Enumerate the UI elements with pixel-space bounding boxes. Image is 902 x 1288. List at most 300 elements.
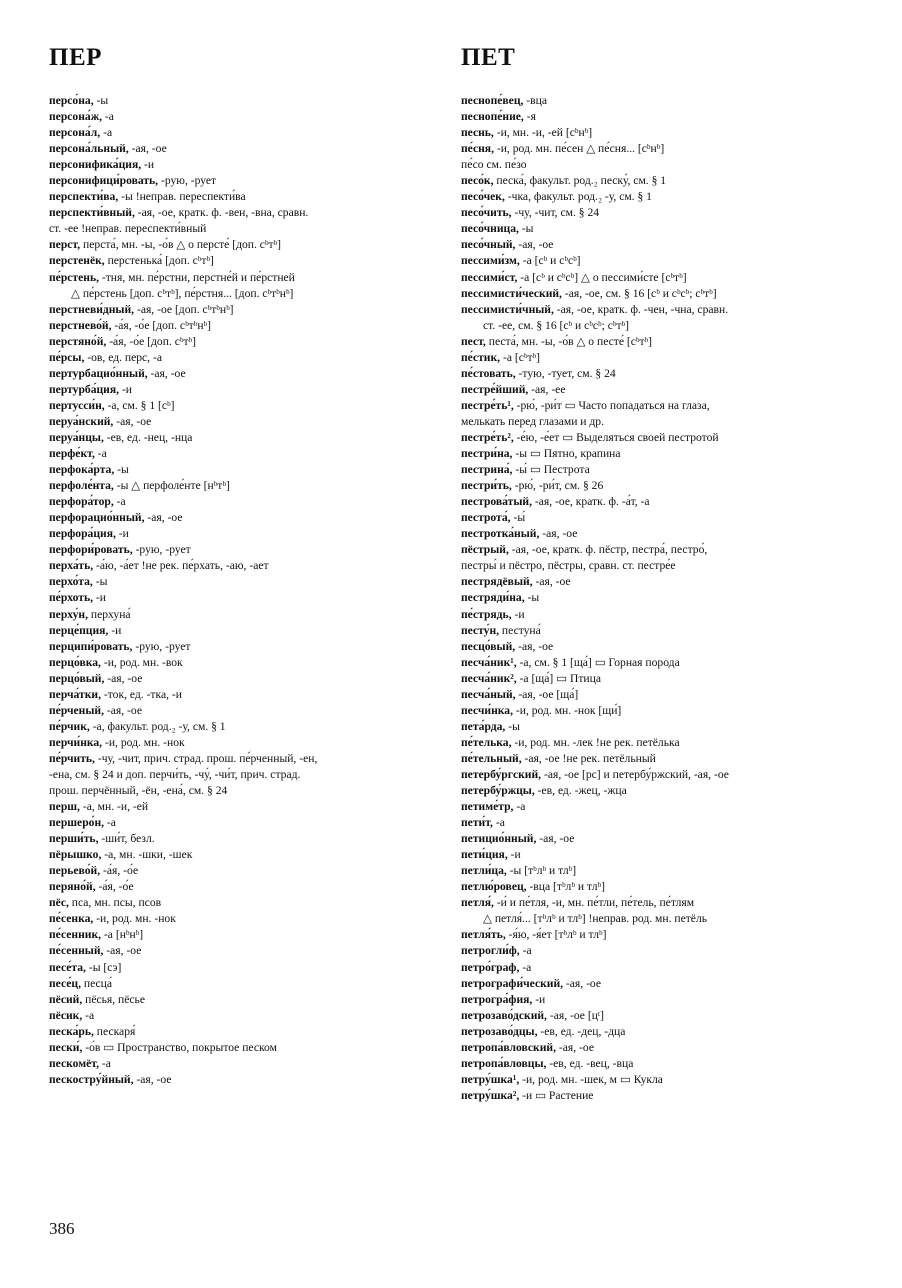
entry-body: -а bbox=[82, 1008, 95, 1022]
dictionary-entry bbox=[49, 237, 444, 253]
entry-body: -ая, -ое bbox=[103, 703, 142, 717]
entry-body: -ы bbox=[93, 94, 109, 107]
dictionary-entry bbox=[461, 655, 856, 671]
dictionary-entry bbox=[49, 655, 444, 671]
headword: пестрова́тый, bbox=[461, 495, 532, 509]
headword: перстенёк, bbox=[49, 254, 105, 268]
entry-body: -ая, -ое bbox=[104, 671, 143, 685]
entry-body: -а́я, -о́е bbox=[100, 864, 139, 878]
entry-body: -чу, -чит, см. § 24 bbox=[511, 206, 600, 220]
entry-body: -ая, -ое bbox=[536, 832, 575, 846]
dictionary-entry bbox=[49, 125, 444, 141]
headword: пе́рсы, bbox=[49, 350, 85, 364]
headword: пессими́зм, bbox=[461, 254, 520, 268]
dictionary-entry bbox=[461, 414, 856, 430]
entry-body: -а́я, -о́е [доп. сᵇтᵇ] bbox=[106, 334, 196, 348]
dictionary-entry bbox=[49, 574, 444, 590]
dictionary-entry bbox=[49, 847, 444, 863]
headword: перспекти́вный, bbox=[49, 206, 135, 220]
dictionary-entry bbox=[49, 783, 444, 799]
headword: перстнево́й, bbox=[49, 318, 112, 332]
dictionary-entry bbox=[461, 815, 856, 831]
dictionary-entry bbox=[461, 976, 856, 992]
headword: пестрядёвый, bbox=[461, 575, 533, 589]
entry-body: -ая, -ое [ща́] bbox=[515, 687, 579, 701]
headword: персонифика́ция, bbox=[49, 158, 142, 172]
dictionary-entry bbox=[461, 141, 856, 157]
headword: пе́телька, bbox=[461, 735, 512, 749]
dictionary-entry bbox=[461, 703, 856, 719]
entry-body: ст. -ее, см. § 16 [сᵇ и сᵇсᵇ; сᵇтᵇ] bbox=[483, 318, 629, 332]
dictionary-entry bbox=[49, 205, 444, 221]
entry-body: -ев, ед. -жец, -жца bbox=[534, 784, 627, 798]
entry-body: -и, род. мн. -нок [щи́] bbox=[512, 703, 622, 717]
headword: пе́сенка, bbox=[49, 912, 94, 926]
entry-body: -рую, -рует bbox=[132, 543, 191, 557]
dictionary-entry bbox=[461, 623, 856, 639]
headword: петрогли́ф, bbox=[461, 944, 520, 958]
headword: пестрина́, bbox=[461, 463, 513, 477]
dictionary-entry bbox=[49, 767, 444, 783]
dictionary-entry bbox=[461, 992, 856, 1008]
dictionary-entry bbox=[49, 157, 444, 173]
entry-body: -и́ и пе́тля, -и, мн. пе́тли, пе́тель, пе́тлям bbox=[493, 896, 695, 910]
dictionary-entry bbox=[461, 366, 856, 382]
entry-body: -чка, факульт. род.₂ -у, см. § 1 bbox=[504, 190, 652, 204]
headword: пе́рчить, bbox=[49, 751, 95, 765]
dictionary-entry bbox=[461, 879, 856, 895]
headword: пета́рда, bbox=[461, 719, 506, 733]
headword: пестре́ть², bbox=[461, 430, 514, 444]
dictionary-entry bbox=[49, 494, 444, 510]
dictionary-entry bbox=[49, 542, 444, 558]
entry-body: перхуна́ bbox=[88, 607, 131, 621]
headword: персо́на, bbox=[49, 94, 94, 107]
entry-body: пескаря́ bbox=[93, 1024, 136, 1038]
entry-body: пе́со см. пе́зо bbox=[461, 158, 527, 172]
entry-body: -ы [тᵇлᵇ и тлᵇ] bbox=[506, 864, 577, 878]
entry-body: -тня, мн. пе́рстни, перстне́й и пе́рстней bbox=[98, 270, 295, 284]
entry-body: песца́ bbox=[80, 976, 113, 990]
dictionary-entry bbox=[461, 109, 856, 125]
headword: пе́сенный, bbox=[49, 944, 104, 958]
dictionary-entry bbox=[49, 302, 444, 318]
dictionary-entry bbox=[461, 1040, 856, 1056]
headword: перши́ть, bbox=[49, 832, 99, 846]
headword: песо́чек, bbox=[461, 190, 505, 204]
dictionary-entry bbox=[49, 462, 444, 478]
entry-body: -а bbox=[492, 816, 505, 830]
dictionary-entry bbox=[461, 895, 856, 911]
headword: перцо́вка, bbox=[49, 655, 101, 669]
dictionary-entry bbox=[49, 382, 444, 398]
headword: песту́н, bbox=[461, 623, 500, 637]
dictionary-entry bbox=[461, 93, 856, 109]
dictionary-entry bbox=[49, 1072, 444, 1088]
headword: пе́сенник, bbox=[49, 928, 102, 942]
headword: перфори́ровать, bbox=[49, 543, 133, 557]
headword: перстневи́дный, bbox=[49, 302, 135, 316]
entry-body: -а [ща́] ▭ Птица bbox=[516, 671, 601, 685]
entry-body: -ая, -ое bbox=[563, 976, 602, 990]
headword: петербу́ржцы, bbox=[461, 784, 535, 798]
headword: петру́шка¹, bbox=[461, 1072, 520, 1086]
dictionary-entry bbox=[461, 398, 856, 414]
dictionary-entry bbox=[461, 253, 856, 269]
dictionary-entry bbox=[49, 895, 444, 911]
dictionary-entry bbox=[49, 735, 444, 751]
entry-body: -и bbox=[507, 848, 521, 862]
headword: петля́, bbox=[461, 896, 494, 910]
dictionary-entry bbox=[49, 558, 444, 574]
entry-body: -ши́т, безл. bbox=[98, 832, 155, 846]
dictionary-entry bbox=[49, 270, 444, 286]
dictionary-entry bbox=[49, 943, 444, 959]
dictionary-entry bbox=[461, 510, 856, 526]
entry-body: песта́, мн. -ы, -о́в △ о песте́ [сᵇтᵇ] bbox=[485, 334, 653, 348]
headword: пёсий, bbox=[49, 992, 83, 1006]
dictionary-entry bbox=[461, 494, 856, 510]
entry-body: -ая, -ое bbox=[133, 1072, 172, 1086]
dictionary-entry bbox=[49, 960, 444, 976]
dictionary-entry bbox=[461, 607, 856, 623]
headword: перхо́та, bbox=[49, 575, 93, 589]
entry-body: -и bbox=[141, 158, 155, 172]
headword: перха́ть, bbox=[49, 559, 94, 573]
headword: пестри́ть, bbox=[461, 479, 512, 493]
entry-body: -ев, ед. -вец, -вца bbox=[546, 1056, 634, 1070]
entry-body: -и bbox=[108, 623, 122, 637]
headword: пест, bbox=[461, 334, 486, 348]
dictionary-entry bbox=[461, 671, 856, 687]
headword: пети́т, bbox=[461, 816, 493, 830]
entry-body: -ая, -ое [доп. сᵇтᵇнᵇ] bbox=[134, 302, 234, 316]
headword: першеро́н, bbox=[49, 816, 105, 830]
dictionary-entry bbox=[49, 590, 444, 606]
headword: перфора́ция, bbox=[49, 527, 116, 541]
entry-body: -ая, -ое bbox=[103, 944, 142, 958]
dictionary-entry bbox=[49, 927, 444, 943]
headword: пёс, bbox=[49, 896, 69, 910]
entry-body: -ы ▭ Пятно, крапина bbox=[512, 447, 621, 461]
dictionary-entry bbox=[461, 1024, 856, 1040]
dictionary-entry bbox=[49, 831, 444, 847]
headword: персона́л, bbox=[49, 126, 101, 140]
headword: петербу́ргский, bbox=[461, 767, 542, 781]
entry-body: -ая, -ое, кратк. ф. -чен, -чна, сравн. bbox=[553, 302, 729, 316]
headword: песнь, bbox=[461, 126, 494, 140]
dictionary-entry bbox=[461, 687, 856, 703]
entry-body: -рую, -рует bbox=[132, 639, 191, 653]
dictionary-entry bbox=[49, 334, 444, 350]
entry-body: -и, род. мн. -шек, м ▭ Кукла bbox=[519, 1072, 663, 1086]
dictionary-entry bbox=[461, 1088, 856, 1104]
dictionary-entry bbox=[461, 847, 856, 863]
entry-body: -и, род. мн. -нок bbox=[102, 735, 185, 749]
entry-body: -а bbox=[100, 126, 113, 140]
dictionary-entry bbox=[49, 510, 444, 526]
dictionary-entry bbox=[461, 574, 856, 590]
entry-body: -ы bbox=[524, 591, 540, 605]
headword: пе́рхоть, bbox=[49, 591, 93, 605]
headword: пестряди́на, bbox=[461, 591, 525, 605]
dictionary-entry bbox=[461, 542, 856, 558]
headword: петрогра́фия, bbox=[461, 992, 533, 1006]
dictionary-entry bbox=[461, 735, 856, 751]
headword: петрографи́ческий, bbox=[461, 976, 564, 990]
dictionary-entry bbox=[49, 879, 444, 895]
entry-body: -а bbox=[113, 495, 126, 509]
headword: пертурба́ция, bbox=[49, 382, 120, 396]
entry-body: -ена, см. § 24 и доп. перчи́ть, -чу́, -чи́т, прич. страд. bbox=[49, 767, 301, 781]
headword: пе́рченый, bbox=[49, 703, 104, 717]
entry-body: пса, мн. псы, псов bbox=[68, 896, 162, 910]
headword: пёрышко, bbox=[49, 848, 102, 862]
entry-body: -ая, -ое bbox=[556, 1040, 594, 1054]
entry-body: -ы bbox=[518, 222, 534, 236]
entry-body: -ая, -ое [рс] и петербу́ржский, -ая, -ое bbox=[541, 767, 729, 781]
headword: пети́ция, bbox=[461, 848, 508, 862]
headword: пестри́на, bbox=[461, 447, 513, 461]
headword: перчи́нка, bbox=[49, 735, 103, 749]
entry-body: -ая, -ое [цᵗ] bbox=[546, 1008, 604, 1022]
headword: пескомёт, bbox=[49, 1056, 99, 1070]
dictionary-entry bbox=[49, 141, 444, 157]
entry-body: пестры́ и пёстро, пёстры, сравн. ст. пестре́е bbox=[461, 559, 676, 573]
headword: перш, bbox=[49, 800, 80, 814]
dictionary-entry bbox=[49, 911, 444, 927]
headword: петру́шка², bbox=[461, 1088, 520, 1102]
dictionary-entry bbox=[461, 526, 856, 542]
dictionary-entry bbox=[461, 221, 856, 237]
headword: песе́та, bbox=[49, 960, 86, 974]
entry-body: -ая, -ое bbox=[539, 527, 578, 541]
entry-body: -ев, ед. -нец, -нца bbox=[103, 430, 193, 444]
dictionary-entry bbox=[461, 719, 856, 735]
headword: песчи́нка, bbox=[461, 703, 513, 717]
headword: песча́ник¹, bbox=[461, 655, 517, 669]
dictionary-entry bbox=[49, 398, 444, 414]
entry-body: -ая, -ое, кратк. ф. -а́т, -а bbox=[532, 495, 650, 509]
entry-body: -ая, -ое, см. § 16 [сᵇ и сᵇсᵇ; сᵇтᵇ] bbox=[561, 286, 717, 300]
running-header-right: ПЕТ bbox=[461, 44, 516, 71]
entry-body: -рю́, -ри́т, см. § 26 bbox=[511, 479, 604, 493]
headword: перяно́й, bbox=[49, 880, 96, 894]
entry-body: -чу, -чит, прич. страд. прош. пе́рченный, -ен, bbox=[94, 751, 318, 765]
dictionary-entry bbox=[49, 189, 444, 205]
dictionary-entry bbox=[461, 286, 856, 302]
headword: перуа́нцы, bbox=[49, 430, 104, 444]
dictionary-entry bbox=[461, 639, 856, 655]
headword: пе́рстень, bbox=[49, 270, 99, 284]
entry-body: -и, мн. -и, -ей [сᵇнᵇ] bbox=[493, 126, 593, 140]
dictionary-entry bbox=[49, 1040, 444, 1056]
entry-body: -ток, ед. -тка, -и bbox=[100, 687, 182, 701]
entry-body: -а [нᵇнᵇ] bbox=[101, 928, 144, 942]
entry-body: -а, факульт. род.₂ -у, см. § 1 bbox=[89, 719, 226, 733]
headword: пертурбацио́нный, bbox=[49, 366, 148, 380]
dictionary-entry bbox=[49, 815, 444, 831]
dictionary-entry bbox=[49, 976, 444, 992]
headword: песцо́вый, bbox=[461, 639, 516, 653]
dictionary-entry bbox=[461, 478, 856, 494]
headword: петлю́ровец, bbox=[461, 880, 527, 894]
headword: пёстрый, bbox=[461, 543, 509, 557]
dictionary-entry bbox=[461, 927, 856, 943]
dictionary-entry bbox=[461, 863, 856, 879]
entry-body: -а [сᵇтᵇ] bbox=[500, 350, 540, 364]
headword: пессими́ст, bbox=[461, 270, 518, 284]
dictionary-entry bbox=[49, 286, 444, 302]
dictionary-entry bbox=[49, 253, 444, 269]
dictionary-entry bbox=[49, 1024, 444, 1040]
entry-body: -я́ю, -я́ет [тᵇлᵇ и тлᵇ] bbox=[505, 928, 607, 942]
dictionary-entry bbox=[461, 446, 856, 462]
entry-body: мелькать перед глазами и др. bbox=[461, 414, 605, 428]
entry-body: -и, род. мн. пе́сен △ пе́сня... [сᵇнᵇ] bbox=[493, 142, 665, 156]
dictionary-entry bbox=[49, 221, 444, 237]
headword: песча́ник², bbox=[461, 671, 517, 685]
entry-body: -а [сᵇ и сᵇсᵇ] △ о пессими́сте [сᵇтᵇ] bbox=[517, 270, 687, 284]
entry-body: -и bbox=[511, 607, 525, 621]
entry-body: -а, мн. -шки, -шек bbox=[101, 848, 193, 862]
headword: петропа́вловский, bbox=[461, 1040, 556, 1054]
dictionary-entry bbox=[49, 414, 444, 430]
dictionary-entry bbox=[49, 1056, 444, 1072]
entry-body: перста́, мн. -ы, -о́в △ о персте́ [доп. сᵇтᵇ] bbox=[80, 238, 282, 252]
dictionary-entry bbox=[461, 334, 856, 350]
entry-body: песка́, факульт. род.₂ песку́, см. § 1 bbox=[493, 174, 667, 188]
entry-body: перстенька́ [доп. сᵇтᵇ] bbox=[104, 254, 214, 268]
dictionary-entry bbox=[49, 478, 444, 494]
dictionary-entry bbox=[461, 350, 856, 366]
entry-body: -вца [тᵇлᵇ и тлᵇ] bbox=[526, 880, 605, 894]
dictionary-entry bbox=[49, 687, 444, 703]
entry-body: -е́ю, -е́ет ▭ Выделяться своей пестротой bbox=[513, 430, 719, 444]
dictionary-entry bbox=[461, 382, 856, 398]
entry-body: -рю́, -ри́т ▭ Часто попадаться на глаза, bbox=[513, 398, 710, 412]
entry-body: -и bbox=[119, 382, 133, 396]
headword: перцо́вый, bbox=[49, 671, 105, 685]
headword: петропа́вловцы, bbox=[461, 1056, 547, 1070]
headword: пески́, bbox=[49, 1040, 83, 1054]
dictionary-entry bbox=[49, 992, 444, 1008]
headword: пе́рчик, bbox=[49, 719, 90, 733]
headword: перфока́рта, bbox=[49, 463, 115, 477]
headword: пе́стик, bbox=[461, 350, 501, 364]
entry-body: -и ▭ Растение bbox=[519, 1088, 594, 1102]
entry-body: -ая, -ее bbox=[528, 382, 566, 396]
dictionary-entry bbox=[49, 1008, 444, 1024]
dictionary-entry bbox=[461, 462, 856, 478]
entry-body: △ петля́... [тᵇлᵇ и тлᵇ] !неправ. род. мн. петёль bbox=[483, 912, 708, 926]
dictionary-entry bbox=[49, 526, 444, 542]
left-column bbox=[49, 93, 444, 1088]
dictionary-entry bbox=[461, 751, 856, 767]
headword: перху́н, bbox=[49, 607, 89, 621]
headword: персона́льный, bbox=[49, 142, 129, 156]
headword: персонифици́ровать, bbox=[49, 174, 159, 188]
entry-body: -я bbox=[523, 110, 536, 124]
headword: песнопе́ние, bbox=[461, 110, 524, 124]
dictionary-entry bbox=[49, 446, 444, 462]
headword: пёсик, bbox=[49, 1008, 83, 1022]
dictionary-entry bbox=[461, 767, 856, 783]
headword: петля́ть, bbox=[461, 928, 506, 942]
dictionary-entry bbox=[461, 430, 856, 446]
dictionary-entry bbox=[461, 1056, 856, 1072]
entry-body: -а bbox=[104, 816, 116, 830]
entry-body: -ая, -ое bbox=[515, 238, 554, 252]
headword: пестре́ть¹, bbox=[461, 398, 514, 412]
headword: петрозаво́дцы, bbox=[461, 1024, 538, 1038]
entry-body: -а, см. § 1 [ща́] ▭ Горная порода bbox=[516, 655, 680, 669]
dictionary-entry bbox=[461, 1072, 856, 1088]
page-number: 386 bbox=[49, 1219, 75, 1238]
dictionary-entry bbox=[461, 270, 856, 286]
dictionary-entry bbox=[461, 831, 856, 847]
entry-body: -а bbox=[519, 944, 532, 958]
entry-body: -и bbox=[93, 591, 106, 605]
dictionary-entry bbox=[49, 366, 444, 382]
entry-body: -а bbox=[98, 1056, 111, 1070]
headword: песо́чный, bbox=[461, 238, 516, 252]
headword: пе́стрядь, bbox=[461, 607, 512, 621]
headword: перфорацио́нный, bbox=[49, 511, 145, 525]
entry-body: -ы bbox=[505, 719, 520, 733]
headword: пе́стовать, bbox=[461, 366, 516, 380]
entry-body: -а́ю, -а́ет !не рек. пе́рхать, -аю, -ает bbox=[93, 559, 269, 573]
entry-body: пестуна́ bbox=[499, 623, 541, 637]
entry-body: -ов, ед. перс, -а bbox=[84, 350, 162, 364]
dictionary-entry bbox=[461, 157, 856, 173]
entry-body: -ы !неправ. переспекти́ва bbox=[118, 190, 246, 204]
dictionary-entry bbox=[49, 623, 444, 639]
headword: песо́чница, bbox=[461, 222, 519, 236]
dictionary-entry bbox=[49, 671, 444, 687]
entry-body: -ы bbox=[114, 463, 129, 477]
headword: песка́рь, bbox=[49, 1024, 94, 1038]
dictionary-entry bbox=[461, 205, 856, 221]
dictionary-entry bbox=[461, 960, 856, 976]
headword: пестре́йший, bbox=[461, 382, 529, 396]
headword: перьево́й, bbox=[49, 864, 101, 878]
running-header-left: ПЕР bbox=[49, 44, 102, 71]
dictionary-entry bbox=[49, 173, 444, 189]
headword: пескостру́йный, bbox=[49, 1072, 134, 1086]
entry-body: -ы́ bbox=[510, 511, 526, 525]
entry-body: прош. перчённый, -ён, -ена́, см. § 24 bbox=[49, 784, 228, 798]
dictionary-entry bbox=[461, 799, 856, 815]
entry-body: -а bbox=[513, 800, 526, 814]
dictionary-entry bbox=[49, 430, 444, 446]
headword: песо́чить, bbox=[461, 206, 512, 220]
entry-body: -а bbox=[519, 960, 532, 974]
dictionary-entry bbox=[49, 719, 444, 735]
dictionary-entry bbox=[49, 93, 444, 109]
dictionary-entry bbox=[49, 607, 444, 623]
entry-body: -ая, -ое bbox=[532, 575, 571, 589]
dictionary-entry bbox=[49, 799, 444, 815]
dictionary-entry bbox=[49, 703, 444, 719]
headword: песнопе́вец, bbox=[461, 94, 524, 107]
dictionary-entry bbox=[461, 911, 856, 927]
entry-body: -а bbox=[94, 447, 107, 461]
right-column bbox=[461, 93, 856, 1104]
dictionary-entry bbox=[461, 318, 856, 334]
dictionary-entry bbox=[461, 302, 856, 318]
entry-body: -ая, -ое bbox=[144, 511, 183, 525]
